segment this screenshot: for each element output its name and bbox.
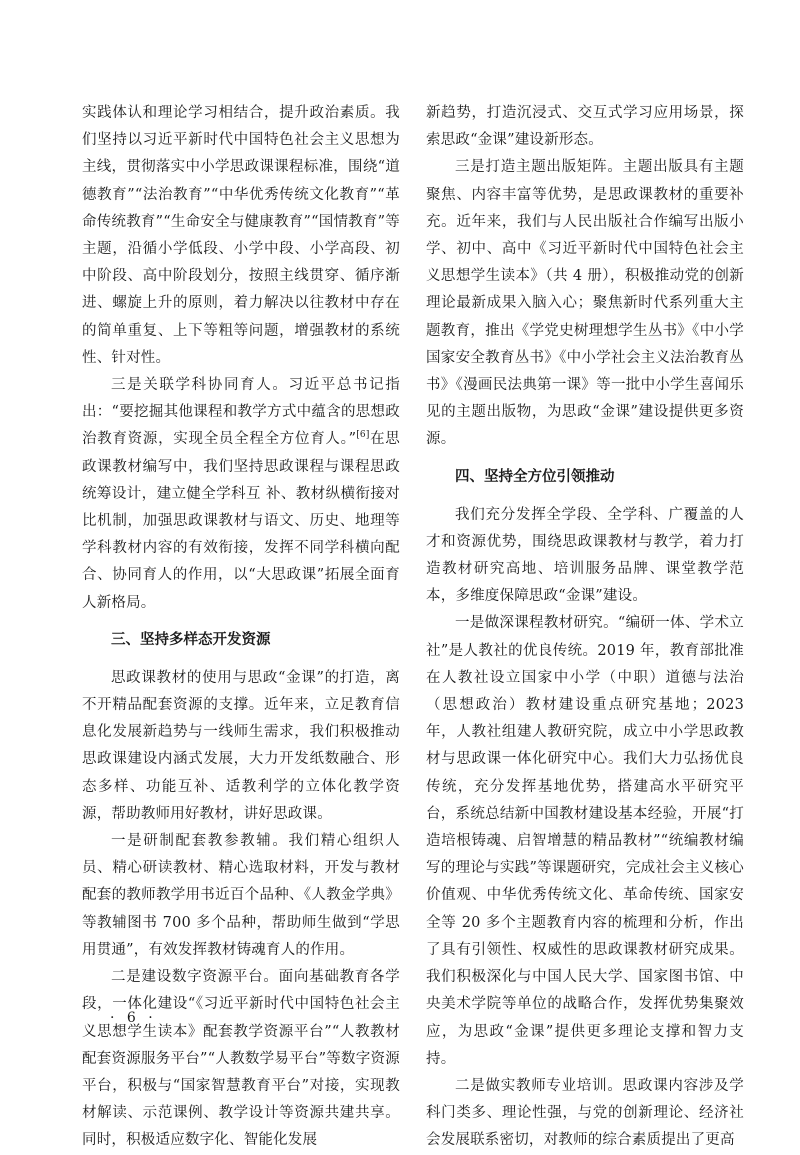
- paragraph: 三是打造主题出版矩阵。主题出版具有主题聚焦、内容丰富等优势，是思政课教材的重要补充。近年来，我们与人民出版社合作编写出版小学、初中、高中《习近平新时代中国特色社会主义思想学生读本》（共 4 册），积极推动党的创新理论最新成果入脑入心；聚焦新时代系列重大主题教育，推出《学党史树理想学生丛书》《中小学国家安全教育丛书》《中小学社会主义法治教育丛书》《漫画民法典第一课》等一批中小学生喜闻乐见的主题出版物，为思政“金课”建设提供更多资源。: [426, 159, 744, 448]
- paragraph: 二是建设数字资源平台。面向基础教育各学段，一体化建设“《习近平新时代中国特色社会主义思想学生读本》配套教学资源平台”“人教教材配套资源服务平台”“人教数学易平台”等数字资源平台，积极与“国家智慧教育平台”对接，实现教材解读、示范课例、教学设计等资源共建共享。同时，积极适应数字化、智能化发展: [82, 969, 400, 1149]
- paragraph: 思政课教材的使用与思政“金课”的打造，离不开精品配套资源的支撑。近年来，立足教育信息化发展新趋势与一线师生需求，我们积极推动思政课建设内涵式发展，大力开发纸数融合、形态多样、功能互补、适教利学的立体化教学资源，帮助教师用好教材，讲好思政课。: [82, 669, 400, 822]
- right-column: [426, 100, 744, 1155]
- left-column: [82, 100, 400, 1155]
- paragraph: 我们充分发挥全学段、全学科、广覆盖的人才和资源优势，围绕思政课教材与教学，着力打造教材研究高地、培训服务品牌、课堂教学范本，多维度保障思政“金课”建设。: [426, 506, 744, 605]
- section-heading: 三、坚持多样态开发资源: [111, 631, 271, 648]
- section-heading: 四、坚持全方位引领推动: [455, 468, 615, 485]
- page-number: · 6 ·: [110, 1010, 157, 1026]
- paragraph-text: 三是关联学科协同育人。习近平总书记指出：“要挖掘其他课程和教学方式中蕴含的思想政治教育资源，实现全员全程全方位育人。”: [82, 377, 400, 448]
- paragraph: 新趋势，打造沉浸式、交互式学习应用场景，探索思政“金课”建设新形态。: [426, 105, 744, 149]
- paragraph: 二是做实教师专业培训。思政课内容涉及学科门类多、理论性强，与党的创新理论、经济社会发展联系密切，对教师的综合素质提出了更高: [426, 1077, 744, 1149]
- paragraph: 一是做深课程教材研究。“编研一体、学术立社”是人教社的优良传统。2019 年，教育部批准在人教社设立国家中小学（中职）道德与法治（思想政治）教材建设重点研究基地；2023 年，人教社组建人教研究院，成立中小学思政教材与思政课一体化研究中心。我们大力弘扬优良传统，充分发挥基地优势，搭建高水平研究平台，系统总结新中国教材建设基本经验，开展“打造培根铸魂、启智增慧的精品教材”“统编教材编写的理论与实践”等课题研究，完成社会主义核心价值观、中华优秀传统文化、革命传统、国家安全等 20 多个主题教育内容的梳理和分析，作出了具有引领性、权威性的思政课教材研究成果。我们积极深化与中国人民大学、国家图书馆、中央美术学院等单位的战略合作，发挥优势集聚效应，为思政“金课”提供更多理论支撑和智力支持。: [426, 615, 744, 1067]
- paragraph: [82, 372, 400, 617]
- paragraph-text: 在思政课教材编写中，我们坚持思政课程与课程思政统筹设计，建立健全学科互 补、教材纵横衔接对比机制，加强思政课教材与语文、历史、地理等学科教材内容的有效衔接，发挥不同学科横向配合、协同育人的作用，以“大思政课”拓展全面育人新格局。: [82, 431, 400, 611]
- paragraph: 一是研制配套教参教辅。我们精心组织人员、精心研读教材、精心选取材料，开发与教材配套的教师教学用书近百个品种、《人教金学典》等教辅图书 700 多个品种，帮助师生做到“学思用贯通”，有效发挥教材铸魂育人的作用。: [82, 833, 400, 958]
- citation-marker: [6]: [356, 430, 370, 441]
- paragraph: 实践体认和理论学习相结合，提升政治素质。我们坚持以习近平新时代中国特色社会主义思想为主线，贯彻落实中小学思政课课程标准，围绕“道德教育”“法治教育”“中华优秀传统文化教育”“革命传统教育”“生命安全与健康教育”“国情教育”等主题，沿循小学低段、小学中段、小学高段、初中阶段、高中阶段划分，按照主线贯穿、循序渐进、螺旋上升的原则，着力解决以往教材中存在的简单重复、上下等粗等问题，增强教材的系统性、针对性。: [82, 105, 400, 366]
